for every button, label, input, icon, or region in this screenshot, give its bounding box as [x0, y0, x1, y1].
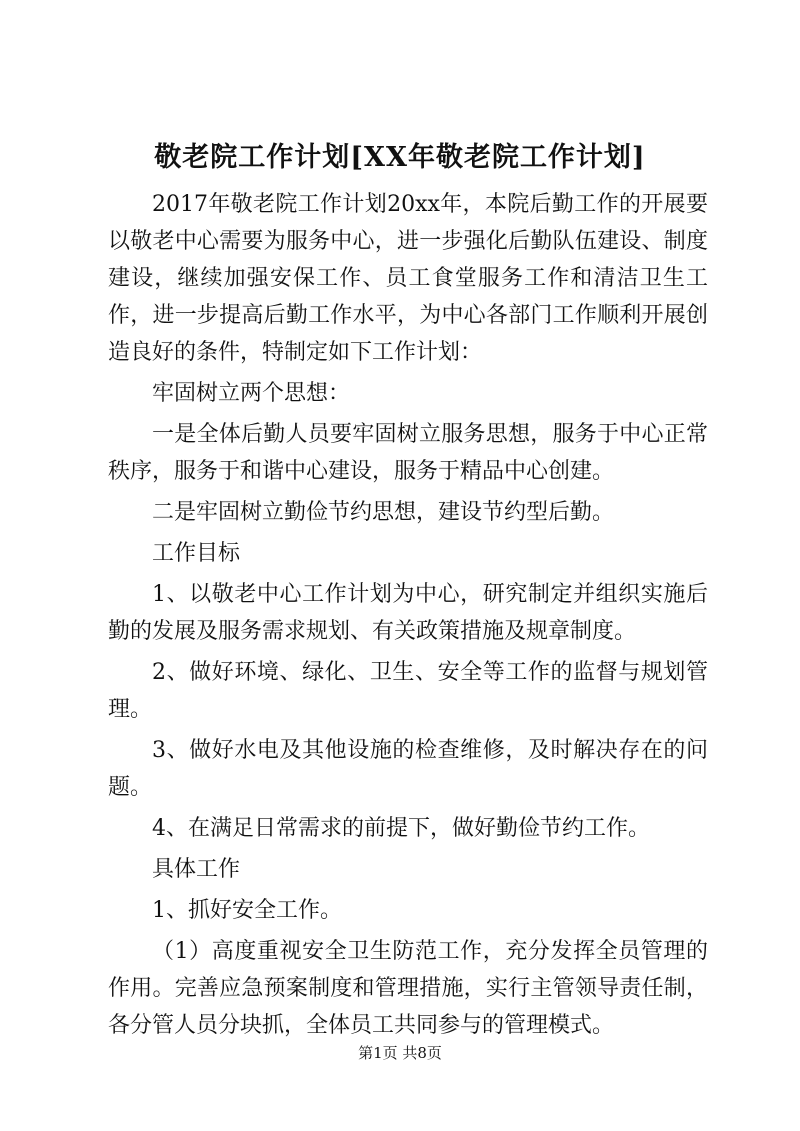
- paragraph-safety-detail: （1）高度重视安全卫生防范工作，充分发挥全员管理的作用。完善应急预案制度和管理措施，实行主管领导责任制，各分管人员分块抓，全体员工共同参与的管理模式。: [108, 939, 708, 1038]
- paragraph-goal-2: 2、做好环境、绿化、卫生、安全等工作的监督与规划管理。: [108, 660, 708, 722]
- paragraph-goal-4: 4、在满足日常需求的前提下，做好勤俭节约工作。: [152, 816, 650, 841]
- document-body: [108, 186, 708, 1044]
- paragraph-goal-1: 1、以敬老中心工作计划为中心，研究制定并组织实施后勤的发展及服务需求规划、有关政策措施及规章制度。: [108, 582, 708, 644]
- paragraph-goals-heading: 工作目标: [152, 541, 241, 566]
- paragraph-thought-two: 二是牢固树立勤俭节约思想，建设节约型后勤。: [152, 500, 615, 525]
- paragraph-two-thoughts-heading: 牢固树立两个思想：: [152, 381, 351, 406]
- page-footer: 第1页 共8页: [358, 1044, 442, 1062]
- paragraph-safety-work: 1、抓好安全工作。: [152, 898, 342, 923]
- document-title: 敬老院工作计划[XX年敬老院工作计划]: [154, 142, 646, 173]
- paragraph-specific-work-heading: 具体工作: [152, 857, 241, 882]
- paragraph-goal-3: 3、做好水电及其他设施的检查维修，及时解决存在的问题。: [108, 738, 708, 800]
- paragraph-intro: 2017年敬老院工作计划20xx年，本院后勤工作的开展要以敬老中心需要为服务中心，进一步强化后勤队伍建设、制度建设，继续加强安保工作、员工食堂服务工作和清洁卫生工作，进一步提高后勤工作水平，为中心各部门工作顺利开展创造良好的条件，特制定如下工作计划：: [108, 192, 708, 365]
- paragraph-thought-one: 一是全体后勤人员要牢固树立服务思想，服务于中心正常秩序，服务于和谐中心建设，服务于精品中心创建。: [108, 422, 708, 484]
